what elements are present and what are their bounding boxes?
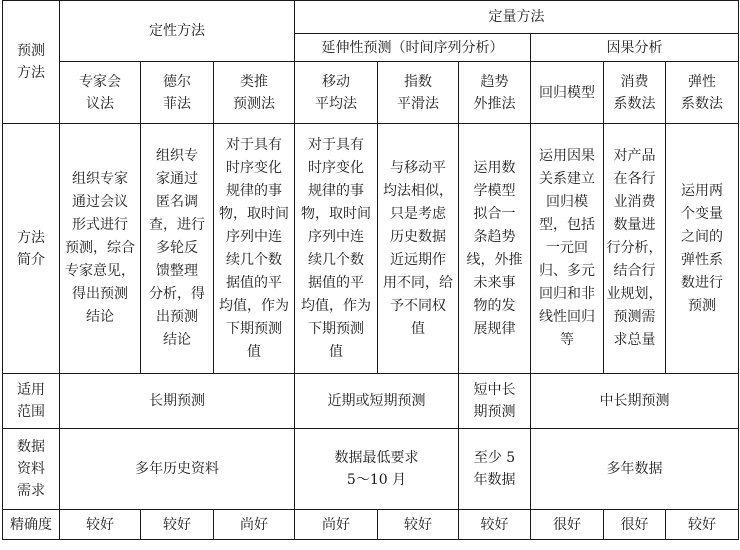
row-label-scope: 适用 范围	[3, 374, 60, 429]
row-label-intro: 方法 简介	[3, 124, 60, 374]
accuracy-value: 较好	[378, 510, 459, 540]
method-analogy: 类推 预测法	[214, 62, 295, 124]
accuracy-value: 很好	[604, 510, 666, 540]
accuracy-value: 尚好	[295, 510, 378, 540]
intro-cell: 对于具有 时序变化 规律的事 物，取时间 序列中连 续几个数 据值的平 均值，作为 下期预测 值	[295, 124, 378, 374]
quantitative-header: 定量方法	[295, 1, 739, 34]
data-history: 多年历史资料	[60, 429, 295, 510]
intro-cell: 组织专家 通过会议 形式进行 预测，综合 专家意见， 得出预测 结论	[60, 124, 141, 374]
row-label-methods: 预测 方法	[3, 1, 60, 124]
method-moving-average: 移动 平均法	[295, 62, 378, 124]
intro-cell: 组织专 家通过 匿名调 查，进行 多轮反 馈整理 分析，得 出预测 结论	[141, 124, 214, 374]
scope-short-mid: 短中长 期预测	[459, 374, 531, 429]
extension-header: 延伸性预测（时间序列分析）	[295, 34, 531, 62]
intro-cell: 运用两 个变量 之间的 弹性系 数进行 预测	[666, 124, 739, 374]
accuracy-value: 较好	[459, 510, 531, 540]
scope-long: 长期预测	[60, 374, 295, 429]
method-trend-extrapolation: 趋势 外推法	[459, 62, 531, 124]
method-delphi: 德尔 菲法	[141, 62, 214, 124]
data-least5: 至少 5 年数据	[459, 429, 531, 510]
accuracy-value: 很好	[531, 510, 604, 540]
method-expert-meeting: 专家会 议法	[60, 62, 141, 124]
forecast-methods-table	[2, 0, 739, 540]
accuracy-value: 尚好	[214, 510, 295, 540]
scope-near: 近期或短期预测	[295, 374, 459, 429]
row-label-data: 数据 资料 需求	[3, 429, 60, 510]
causal-header: 因果分析	[531, 34, 739, 62]
data-min: 数据最低要求 5～10 月	[295, 429, 459, 510]
accuracy-value: 较好	[141, 510, 214, 540]
intro-cell: 对于具有 时序变化 规律的事 物，取时间 序列中连 续几个数 据值的平 均值，作为 下期预测 值	[214, 124, 295, 374]
method-regression: 回归模型	[531, 62, 604, 124]
intro-cell: 运用因果 关系建立 回归模 型，包括 一元回 归、多元 回归和非 线性回归 等	[531, 124, 604, 374]
accuracy-value: 较好	[60, 510, 141, 540]
intro-cell: 运用数 学模型 拟合一 条趋势 线，外推 未来事 物的发 展规律	[459, 124, 531, 374]
method-consumption-coefficient: 消费 系数法	[604, 62, 666, 124]
data-years: 多年数据	[531, 429, 739, 510]
accuracy-value: 较好	[666, 510, 739, 540]
intro-cell: 对产品 在各行 业消费 数量进 行分析， 结合行 业规划， 预测需 求总量	[604, 124, 666, 374]
scope-mid-long: 中长期预测	[531, 374, 739, 429]
method-exponential-smoothing: 指数 平滑法	[378, 62, 459, 124]
qualitative-header: 定性方法	[60, 1, 295, 62]
intro-cell: 与移动平 均法相似， 只是考虑 历史数据 近远期作 用不同，给 予不同权 值	[378, 124, 459, 374]
method-elasticity-coefficient: 弹性 系数法	[666, 62, 739, 124]
row-label-accuracy: 精确度	[3, 510, 60, 540]
